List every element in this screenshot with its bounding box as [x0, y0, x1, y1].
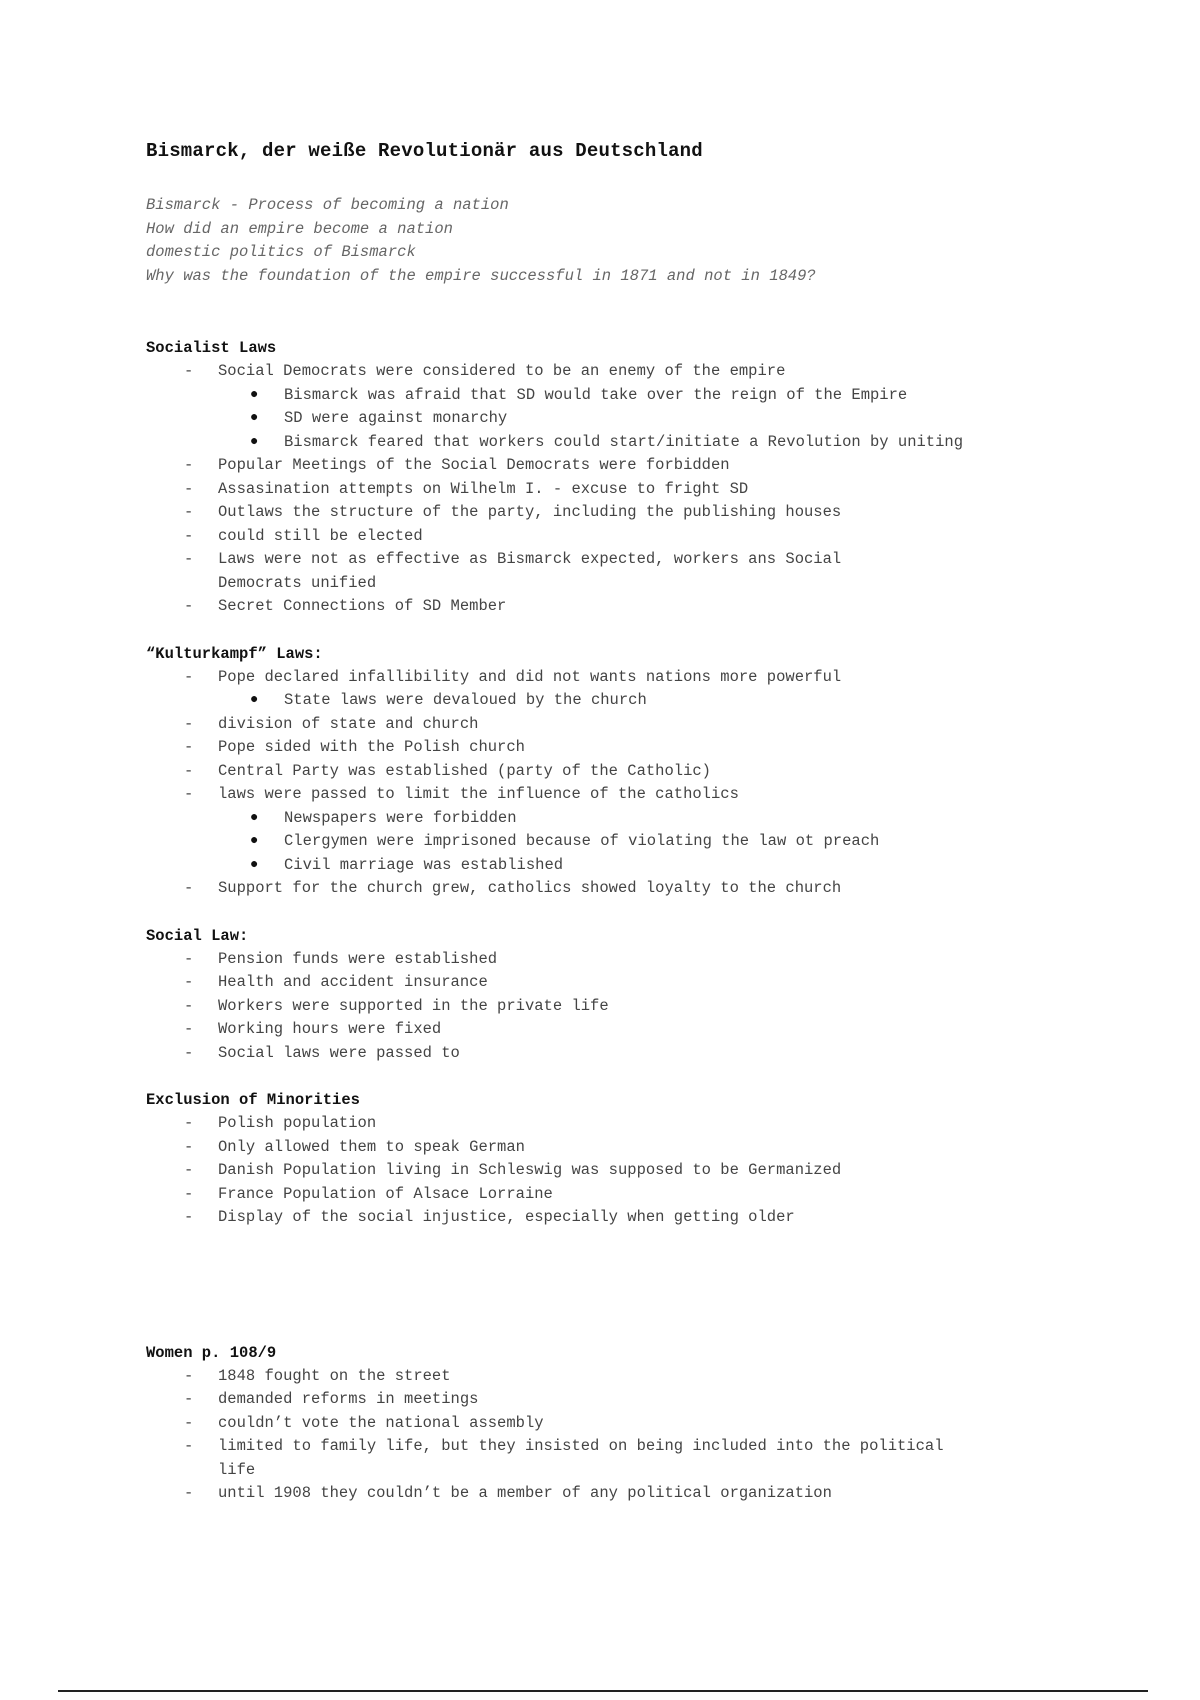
list-item — [146, 948, 1046, 972]
list-item — [146, 713, 1046, 737]
list-item-text: Pope sided with the Polish church — [218, 738, 525, 756]
list-item-text: Secret Connections of SD Member — [218, 597, 507, 615]
bullet-marker: ● — [250, 410, 259, 426]
list-item — [146, 1365, 1046, 1389]
list-item — [146, 1482, 1046, 1506]
list-item — [146, 736, 1046, 760]
dash-marker: - — [184, 503, 194, 521]
list-item — [146, 525, 1046, 549]
list-item-text: Civil marriage was established — [284, 855, 564, 874]
list-item — [146, 548, 898, 595]
bullet-marker: ● — [250, 809, 259, 826]
footer-divider — [58, 1690, 1148, 1692]
document-page — [146, 140, 1046, 1529]
dash-list — [146, 1365, 1046, 1506]
list-item-text: Clergymen were imprisoned because of violating the law ot preach — [284, 832, 880, 850]
dash-marker: - — [184, 362, 194, 380]
dash-marker: - — [184, 1484, 194, 1502]
list-item — [146, 854, 1046, 878]
list-item-text: Assasination attempts on Wilhelm I. - excuse to fright SD — [218, 479, 749, 498]
intro-line: Bismarck - Process of becoming a nation — [146, 196, 509, 214]
list-item — [146, 501, 1046, 525]
list-item — [146, 1136, 1046, 1160]
bullet-marker: ● — [250, 856, 259, 873]
list-item-text: Support for the church grew, catholics showed loyalty to the church — [218, 879, 842, 897]
list-item-text: Working hours were fixed — [218, 1020, 442, 1038]
list-item-text: Pension funds were established — [218, 949, 498, 968]
dash-marker: - — [184, 550, 194, 568]
list-item — [146, 431, 1046, 455]
dash-marker: - — [184, 667, 194, 686]
dash-marker: - — [184, 738, 194, 756]
list-item — [146, 1206, 1046, 1230]
dash-list — [146, 360, 1046, 619]
dash-list — [146, 948, 1046, 1066]
dash-marker: - — [184, 1137, 194, 1156]
list-item — [146, 478, 1046, 502]
list-item — [146, 1042, 1046, 1066]
dash-marker: - — [184, 1114, 194, 1132]
list-item-text: Laws were not as effective as Bismarck expected, workers ans Social Democrats unified — [218, 550, 842, 592]
list-item-text: Newspapers were forbidden — [284, 808, 517, 827]
dash-marker: - — [184, 1366, 194, 1385]
list-item-text: Only allowed them to speak German — [218, 1137, 525, 1156]
dash-marker: - — [184, 949, 194, 968]
dash-marker: - — [184, 1390, 194, 1408]
list-item — [146, 384, 1046, 408]
list-item — [146, 1159, 1046, 1183]
dash-marker: - — [184, 526, 194, 545]
spacer — [146, 1253, 1046, 1341]
list-item-text: Display of the social injustice, especially when getting older — [218, 1208, 795, 1226]
list-item — [146, 595, 1046, 619]
list-item-text: Bismarck was afraid that SD would take over the reign of the Empire — [284, 385, 908, 404]
dash-marker: - — [184, 1208, 194, 1226]
section-women — [146, 1341, 1046, 1506]
section-kulturkampf — [146, 642, 1046, 901]
section-heading: “Kulturkampf” Laws: — [146, 644, 323, 663]
list-item — [146, 1112, 1046, 1136]
list-item — [146, 689, 1046, 713]
list-item-text: France Population of Alsace Lorraine — [218, 1184, 553, 1203]
section-exclusion-of-minorities — [146, 1088, 1046, 1230]
list-item — [146, 1435, 988, 1482]
intro-block — [146, 194, 1046, 288]
dash-marker: - — [184, 1161, 194, 1179]
dash-marker: - — [184, 456, 194, 474]
list-item-text: Health and accident insurance — [218, 973, 488, 991]
list-item — [146, 995, 1046, 1019]
section-heading: Socialist Laws — [146, 339, 277, 357]
list-item — [146, 1183, 1046, 1207]
intro-line: Why was the foundation of the empire successful in 1871 and not in 1849? — [146, 266, 816, 285]
list-item-text: Workers were supported in the private life — [218, 996, 609, 1015]
list-item-text: until 1908 they couldn’t be a member of any political organization — [218, 1484, 832, 1502]
dash-marker: - — [184, 1437, 194, 1455]
list-item — [146, 760, 1046, 784]
list-item — [146, 830, 1046, 854]
section-heading: Social Law: — [146, 926, 249, 945]
list-item — [146, 807, 1046, 831]
list-item-text: couldn’t vote the national assembly — [218, 1413, 544, 1432]
list-item-text: State laws were devaloued by the church — [284, 691, 647, 709]
list-item — [146, 454, 1046, 478]
bullet-list — [146, 807, 1046, 878]
list-item — [146, 877, 1046, 901]
list-item — [146, 783, 1046, 877]
dash-marker: - — [184, 1020, 194, 1038]
dash-marker: - — [184, 996, 194, 1015]
list-item — [146, 971, 1046, 995]
intro-line: How did an empire become a nation — [146, 219, 453, 238]
list-item-text: Outlaws the structure of the party, including the publishing houses — [218, 503, 842, 521]
dash-list — [146, 666, 1046, 901]
dash-marker: - — [184, 879, 194, 897]
list-item-text: 1848 fought on the street — [218, 1366, 451, 1385]
dash-marker: - — [184, 973, 194, 991]
list-item-text: could still be elected — [218, 526, 423, 545]
bullet-list — [146, 689, 1046, 713]
section-heading: Women p. 108/9 — [146, 1343, 277, 1362]
intro-line: domestic politics of Bismarck — [146, 243, 416, 261]
list-item-text: Danish Population living in Schleswig was supposed to be Germanized — [218, 1161, 842, 1179]
list-item — [146, 1388, 1046, 1412]
list-item-text: demanded reforms in meetings — [218, 1390, 479, 1408]
list-item-text: Polish population — [218, 1114, 377, 1132]
list-item-text: Central Party was established (party of the Catholic) — [218, 761, 711, 780]
dash-marker: - — [184, 1043, 194, 1062]
bullet-marker: ● — [250, 433, 259, 450]
list-item — [146, 360, 1046, 454]
bullet-marker: ● — [250, 692, 259, 708]
list-item-text: Bismarck feared that workers could start/initiate a Revolution by uniting — [284, 432, 964, 451]
list-item-text: SD were against monarchy — [284, 409, 508, 427]
section-socialist-laws — [146, 336, 1046, 619]
document-title: Bismarck, der weiße Revolutionär aus Deutschland — [146, 140, 703, 162]
list-item-text: limited to family life, but they insisted on being included into the political life — [218, 1437, 944, 1479]
dash-marker: - — [184, 714, 194, 733]
list-item-text: Pope declared infallibility and did not wants nations more powerful — [218, 667, 842, 686]
list-item — [146, 1018, 1046, 1042]
dash-marker: - — [184, 785, 194, 803]
dash-marker: - — [184, 1184, 194, 1203]
section-heading: Exclusion of Minorities — [146, 1091, 360, 1109]
bullet-marker: ● — [250, 833, 259, 849]
dash-list — [146, 1112, 1046, 1230]
list-item-text: Popular Meetings of the Social Democrats were forbidden — [218, 456, 730, 474]
list-item-text: Social Democrats were considered to be an enemy of the empire — [218, 362, 786, 380]
list-item — [146, 1412, 1046, 1436]
list-item-text: division of state and church — [218, 714, 479, 733]
dash-marker: - — [184, 761, 194, 780]
dash-marker: - — [184, 1413, 194, 1432]
list-item — [146, 407, 1046, 431]
bullet-marker: ● — [250, 386, 259, 403]
dash-marker: - — [184, 597, 194, 615]
section-social-law — [146, 924, 1046, 1066]
list-item — [146, 666, 1046, 713]
list-item-text: Social laws were passed to — [218, 1043, 460, 1062]
bullet-list — [146, 384, 1046, 455]
dash-marker: - — [184, 479, 194, 498]
list-item-text: laws were passed to limit the influence of the catholics — [218, 785, 739, 803]
